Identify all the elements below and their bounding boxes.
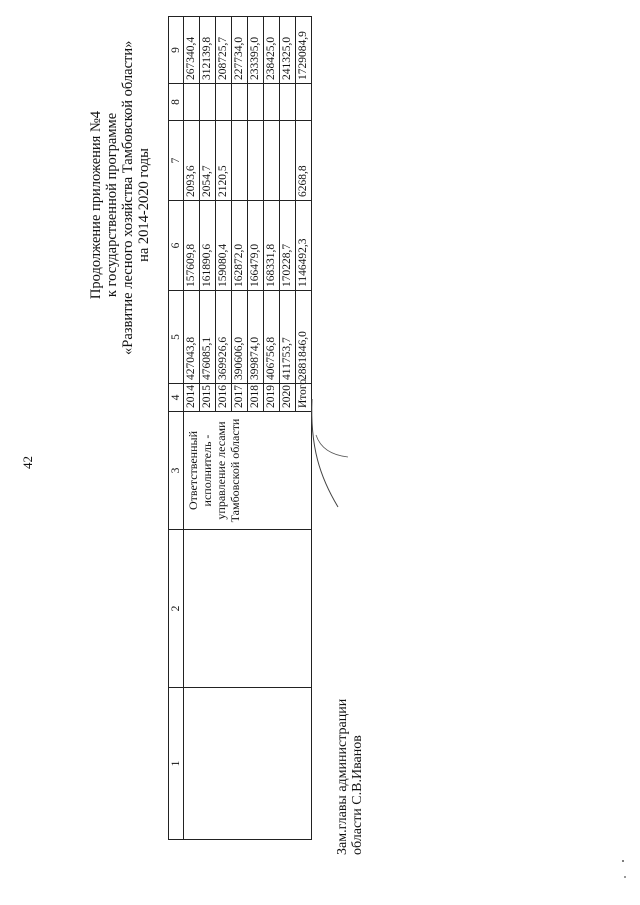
executor-cell: Ответственный исполнитель - управление лесами Тамбовской области xyxy=(184,412,312,530)
value-cell: 2054,7 xyxy=(200,121,216,201)
value-cell: 241325,0 xyxy=(280,17,296,84)
value-cell: 427043,8 xyxy=(184,291,200,384)
value-cell: 170228,7 xyxy=(280,201,296,291)
header-cell: 6 xyxy=(169,201,184,291)
appendix-heading xyxy=(88,40,152,355)
total-value: 1729084,9 xyxy=(296,17,312,84)
signature-title: Зам.главы администрации xyxy=(335,698,350,855)
year-cell: 2014 xyxy=(184,384,200,412)
value-cell: 476085,1 xyxy=(200,291,216,384)
year-cell: 2020 xyxy=(280,384,296,412)
cell-col-2 xyxy=(184,530,312,688)
value-cell: 161890,6 xyxy=(200,201,216,291)
total-value: 6268,8 xyxy=(296,121,312,201)
heading-line-2: к государственной программе xyxy=(104,112,120,298)
value-cell xyxy=(248,121,264,201)
header-cell: 5 xyxy=(169,291,184,384)
value-cell xyxy=(264,84,280,121)
value-cell xyxy=(216,84,232,121)
value-cell xyxy=(248,84,264,121)
heading-line-4: на 2014-2020 годы xyxy=(136,148,152,262)
value-cell xyxy=(232,84,248,121)
value-cell: 399874,0 xyxy=(248,291,264,384)
table-row xyxy=(184,17,200,840)
value-cell: 2120,5 xyxy=(216,121,232,201)
value-cell: 2093,6 xyxy=(184,121,200,201)
value-cell: 168331,8 xyxy=(264,201,280,291)
signature-block xyxy=(335,699,365,855)
value-cell: 390606,0 xyxy=(232,291,248,384)
total-value: 2881846,0 xyxy=(296,291,312,384)
value-cell xyxy=(280,121,296,201)
scan-specks xyxy=(615,855,635,885)
header-cell: 4 xyxy=(169,384,184,412)
value-cell xyxy=(280,84,296,121)
value-cell xyxy=(200,84,216,121)
value-cell: 159080,4 xyxy=(216,201,232,291)
table-header-row xyxy=(169,17,184,840)
value-cell: 312139,8 xyxy=(200,17,216,84)
total-value xyxy=(296,84,312,121)
value-cell: 227734,0 xyxy=(232,17,248,84)
header-cell: 9 xyxy=(169,17,184,84)
value-cell: 162872,0 xyxy=(232,201,248,291)
year-cell: 2015 xyxy=(200,384,216,412)
heading-line-1: Продолжение приложения №4 xyxy=(88,110,104,300)
header-cell: 3 xyxy=(169,412,184,530)
value-cell xyxy=(232,121,248,201)
pen-stroke-mark xyxy=(290,387,350,517)
header-cell: 7 xyxy=(169,121,184,201)
value-cell xyxy=(264,121,280,201)
heading-line-3: «Развитие лесного хозяйства Тамбовской области» xyxy=(120,40,136,355)
header-cell: 2 xyxy=(169,530,184,688)
value-cell: 406756,8 xyxy=(264,291,280,384)
signature-name: области С.В.Иванов xyxy=(350,735,365,855)
value-cell: 208725,7 xyxy=(216,17,232,84)
value-cell: 157609,8 xyxy=(184,201,200,291)
header-cell: 8 xyxy=(169,84,184,121)
value-cell: 238425,0 xyxy=(264,17,280,84)
year-cell: 2018 xyxy=(248,384,264,412)
year-cell: 2019 xyxy=(264,384,280,412)
value-cell: 166479,0 xyxy=(248,201,264,291)
year-cell: 2016 xyxy=(216,384,232,412)
value-cell: 411753,7 xyxy=(280,291,296,384)
value-cell xyxy=(184,84,200,121)
value-cell: 267340,4 xyxy=(184,17,200,84)
year-cell: 2017 xyxy=(232,384,248,412)
cell-col-1 xyxy=(184,688,312,840)
total-value: 1146492,3 xyxy=(296,201,312,291)
page-number: 42 xyxy=(20,456,35,469)
value-cell: 369926,6 xyxy=(216,291,232,384)
total-label: Итого xyxy=(296,384,312,412)
value-cell: 233395,0 xyxy=(248,17,264,84)
header-cell: 1 xyxy=(169,688,184,840)
